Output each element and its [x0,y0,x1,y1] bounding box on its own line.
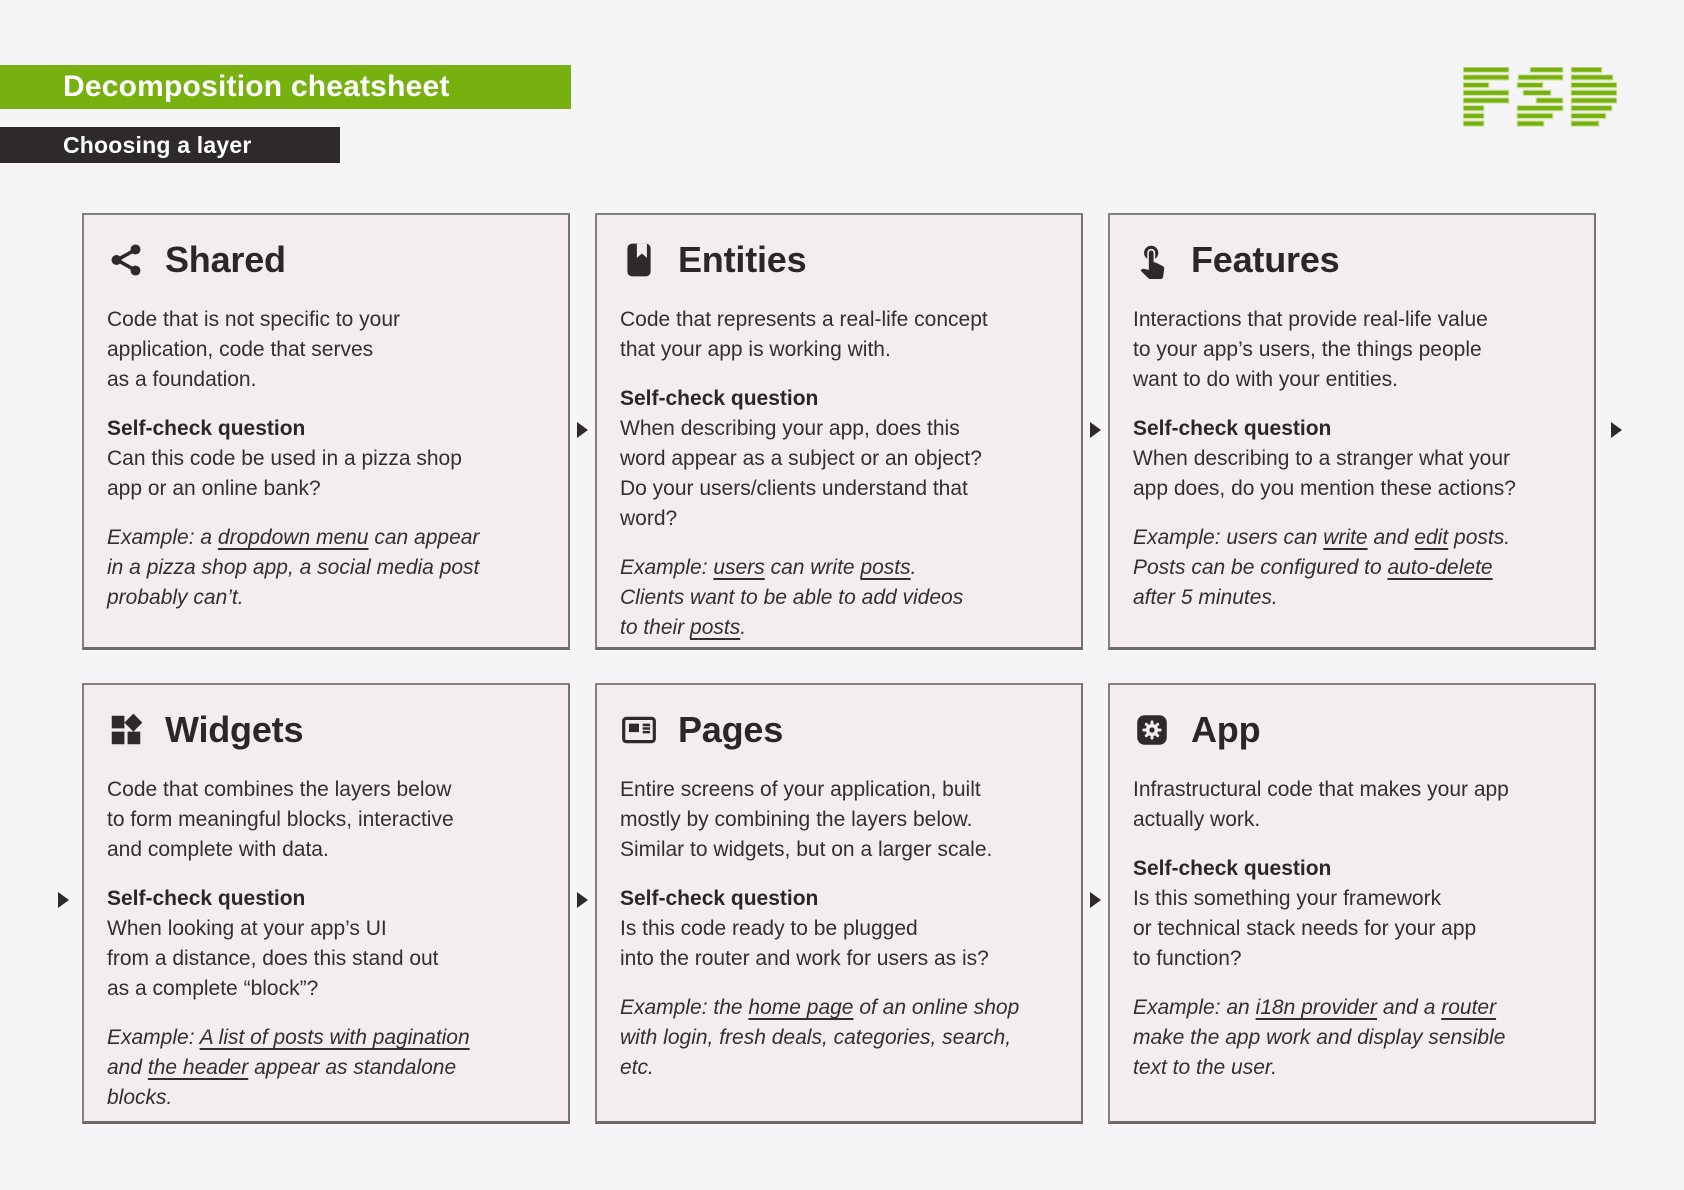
card-description: Interactions that provide real-life value to your app’s users, the things people want to do with your entities. [1133,308,1488,391]
card-title: App [1191,709,1261,750]
card-description: Code that represents a real-life concept that your app is working with. [620,308,988,361]
example-text: Example: the home page of an online shop with login, fresh deals, categories, search, etc. [620,996,1020,1079]
card-title: Widgets [165,709,304,750]
fsd-logo [1463,67,1617,128]
flow-arrow-icon [1611,422,1622,438]
self-check-question: When describing your app, does this word appear as a subject or an object? Do your users/clients understand that word? [620,417,982,530]
self-check-label: Self-check question [620,387,819,410]
page-subtitle-bar [0,127,340,163]
widgets-icon [107,711,145,749]
self-check-question: Can this code be used in a pizza shop app or an online bank? [107,447,462,500]
card-description: Entire screens of your application, built mostly by combining the layers below. Similar to widgets, but on a larger scale. [620,778,993,861]
card-header [1133,239,1571,281]
card-widgets [82,683,570,1124]
card-description: Code that combines the layers below to form meaningful blocks, interactive and complete with data. [107,778,454,861]
book-bookmark-icon [620,241,658,279]
self-check-label: Self-check question [1133,417,1332,440]
card-description: Code that is not specific to your application, code that serves as a foundation. [107,308,400,391]
self-check-question: When describing to a stranger what your app does, do you mention these actions? [1133,447,1516,500]
flow-arrow-icon [1090,422,1101,438]
touch-app-icon [1133,241,1171,279]
card-header [1133,709,1571,751]
card-title: Pages [678,709,784,750]
example-text: Example: users can write and edit posts. Posts can be configured to auto-delete after 5 minutes. [1133,526,1511,609]
card-title: Shared [165,239,286,280]
gear-icon [1133,711,1171,749]
example-text: Example: A list of posts with pagination and the header appear as standalone blocks. [107,1026,470,1109]
flow-arrow-icon [1090,892,1101,908]
page-title-bar [0,65,571,109]
self-check-label: Self-check question [107,417,306,440]
card-header [620,239,1058,281]
page-title: Decomposition cheatsheet [63,70,450,103]
card-entities [595,213,1083,650]
card-app [1108,683,1596,1124]
card-header [620,709,1058,751]
example-text: Example: users can write posts. Clients want to be able to add videos to their posts. [620,556,964,639]
card-header [107,239,545,281]
flow-arrow-icon [577,422,588,438]
self-check-label: Self-check question [620,887,819,910]
self-check-label: Self-check question [1133,857,1332,880]
browser-page-icon [620,711,658,749]
self-check-label: Self-check question [107,887,306,910]
flow-arrow-icon [577,892,588,908]
self-check-question: Is this something your framework or technical stack needs for your app to function? [1133,887,1477,970]
fsd-logo-icon [1463,67,1617,128]
card-title: Features [1191,239,1340,280]
card-description: Infrastructural code that makes your app actually work. [1133,778,1509,831]
page-subtitle: Choosing a layer [63,131,252,158]
self-check-question: When looking at your app’s UI from a distance, does this stand out as a complete “block”? [107,917,439,1000]
card-header [107,709,545,751]
card-shared [82,213,570,650]
example-text: Example: an i18n provider and a router make the app work and display sensible text to the user. [1133,996,1506,1079]
self-check-question: Is this code ready to be plugged into the router and work for users as is? [620,917,989,970]
share-icon [107,241,145,279]
card-pages [595,683,1083,1124]
card-title: Entities [678,239,807,280]
card-features [1108,213,1596,650]
example-text: Example: a dropdown menu can appear in a pizza shop app, a social media post probably can’t. [107,526,480,609]
flow-arrow-icon [58,892,69,908]
